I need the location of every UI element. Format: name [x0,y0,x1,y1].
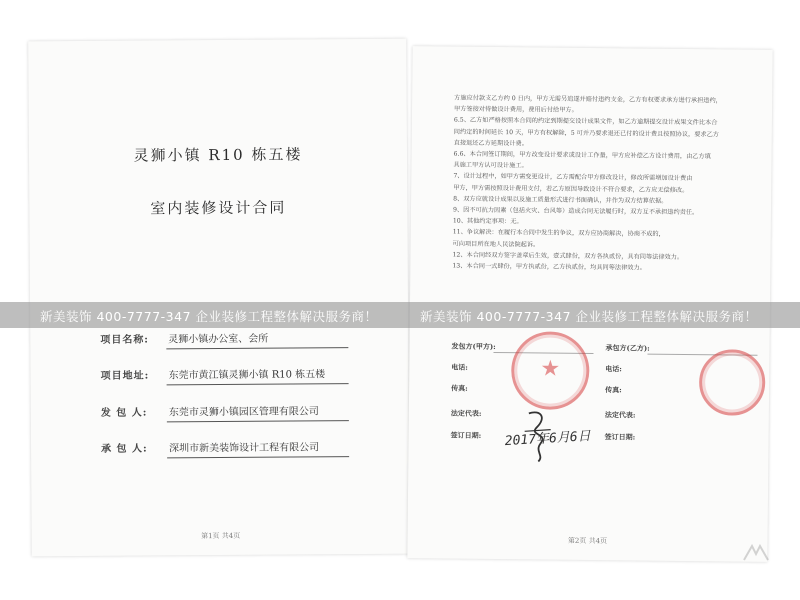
page-number: 第2页 共4页 [567,536,608,546]
clause-line: 6.6、本合同签订期间，甲方改变设计要求或设计工作量，甲方应补偿乙方设计费用，由乙方填 [453,150,711,161]
star-icon: ★ [540,356,561,382]
phone-label: 电话: [451,362,468,372]
clause-line: 9、因不可抗力因素（包括火灾、台风等）造成合同无法履行时，双方互不承担违约责任。 [452,206,699,217]
clause-line: 方施应付款支乙方约 0 日内，甲方无需另追遂并赔付违约支金，乙方有权要求承方进行承担违约， [454,94,722,105]
representative-label: 法定代表: [450,408,482,418]
clause-line: 6.5、乙方如严格按照本合同的约定到期提交设计成果文件，如乙方逾期提交设计成果文件比本合 [453,116,718,127]
page-number: 第1页 共4页 [201,531,241,541]
date-label: 签订日期: [450,430,482,440]
signature-row-representative [451,409,749,424]
clause-line: 8、双方应就设计成果以及施工质量形式进行书面确认，并作为双方结算依据。 [453,195,668,205]
clause-line: 11、争议解决：在履行本合同中发生的争议，双方应协商解决，协商不成的， [452,228,665,239]
watermark-banner [0,302,800,328]
signature-row-date [451,431,749,446]
company-seal-icon [511,331,590,410]
fax-label: 传真: [451,383,468,393]
field-label: 项目名称: [100,334,150,346]
clause-line: 直接退还乙方延期设计费。 [453,139,528,148]
phone-label: 电话: [605,364,622,374]
watermark-text: 新美装饰 400-7777-347 企业装修工程整体解决服务商！ [40,309,378,324]
field-project-address [100,362,388,386]
fax-label: 传真: [605,385,622,395]
clause-line: 12、本合同经双方签字盖章后生效，壹式肆份，双方各执贰份，具有同等法律效力。 [452,251,684,261]
contract-cover-page [28,39,410,557]
clause-line: 甲方，甲方需按照设计费用支付，若乙方原因导致设计不符合要求，乙方应无偿修改。 [453,184,689,194]
clause-line: 具施工甲方认可设计施工。 [453,161,528,170]
handwritten-date: 2017年6月6日 [504,429,592,450]
field-label: 项目地址: [100,370,150,382]
clause-line: 13、本合同一式肆份，甲方执贰份，乙方执贰份，均具同等法律效力。 [452,262,646,272]
field-value: 东莞市灵狮小镇园区管理有限公司 [167,404,349,422]
field-value: 东莞市黄江镇灵狮小镇 R10 栋五楼 [166,367,348,385]
company-seal-icon [699,349,766,416]
contractor-label: 承包方(乙方): [605,343,650,353]
field-project-name [100,326,388,350]
field-contractor [101,435,389,459]
clause-line: 可向项目所在地人民法院起诉。 [452,240,540,249]
field-employer [101,399,389,423]
field-label: 承 包 人: [101,443,148,455]
brand-logo-icon [742,542,770,564]
field-value: 灵狮小镇办公室、会所 [166,331,348,349]
clause-line: 同约定的时间延长 10 天，甲方有权解除，5 可并乃要求退还已付的设计费且按照协议，要求乙方 [453,128,720,138]
clause-line: 7、设计过程中，如甲方需变更设计，乙方需配合甲方修改设计，修改所需增加设计费由 [453,172,693,183]
date-label: 签订日期: [604,432,636,442]
clause-line: 甲方签接对待做设计费用，费用后付给甲方。 [453,105,578,115]
clause-line: 10、其他约定事项：无。 [452,217,523,226]
contract-clauses [452,93,748,275]
handwritten-signature-icon [520,407,557,463]
contract-project-title: 灵狮小镇 R10 栋五楼 [133,145,303,165]
contract-type-title: 室内装修设计合同 [150,198,287,218]
watermark-text: 新美装饰 400-7777-347 企业装修工程整体解决服务商！ [420,309,758,324]
field-label: 发 包 人: [100,407,148,419]
field-value: 深圳市新美装饰设计工程有限公司 [167,440,349,458]
representative-label: 法定代表: [604,410,636,420]
signature-row-party [451,342,749,357]
employer-label: 发包方(甲方): [451,341,496,352]
